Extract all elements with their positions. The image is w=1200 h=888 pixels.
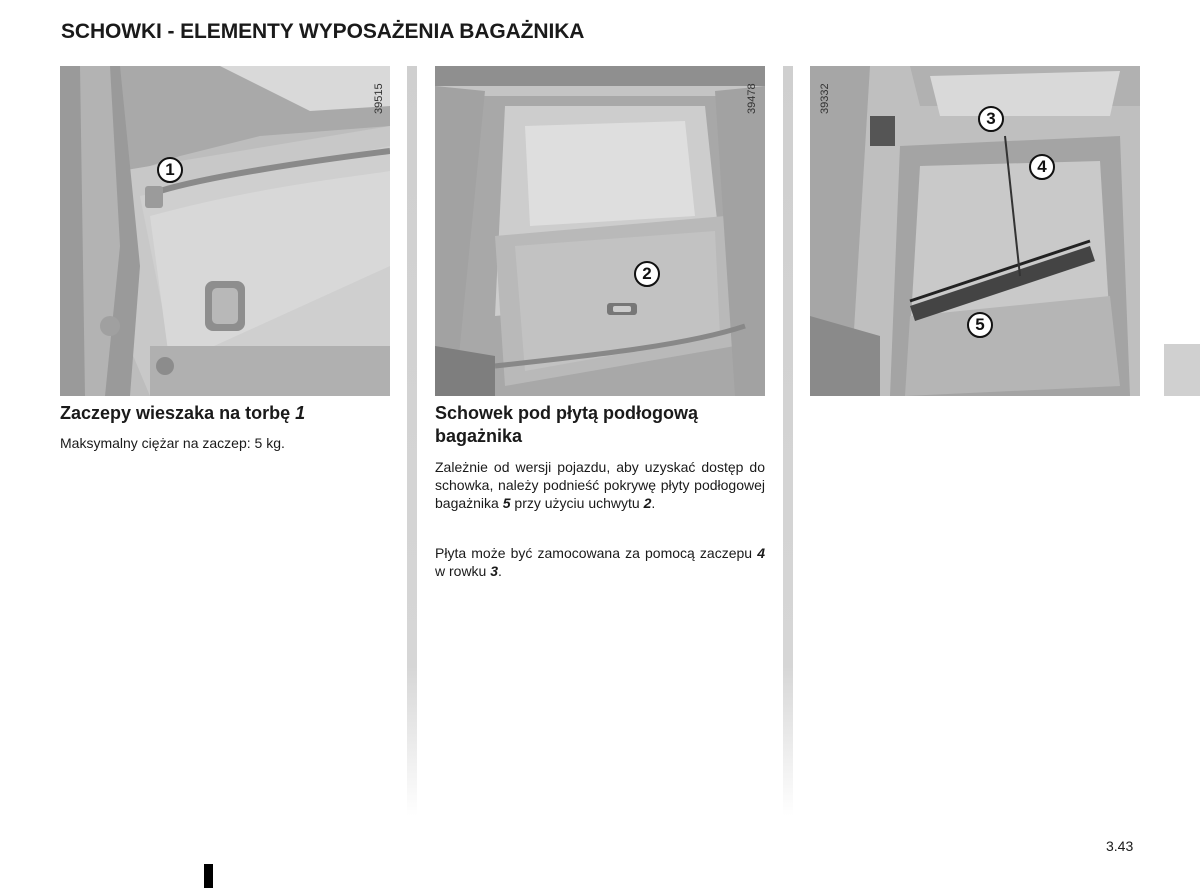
section-title-text: Zaczepy wieszaka na torbę	[60, 403, 291, 423]
text: Płyta może być zamocowana za pomocą zaczepu	[435, 545, 753, 561]
figure-floor-storage	[435, 66, 765, 396]
section-paragraph-1	[435, 458, 765, 512]
chapter-tab	[1164, 344, 1200, 396]
callout-2: 2	[634, 261, 660, 287]
figure-code: 39332	[819, 83, 831, 114]
callout-4: 4	[1029, 154, 1055, 180]
callout-5: 5	[967, 312, 993, 338]
column-divider	[783, 66, 793, 816]
callout-1: 1	[157, 157, 183, 183]
figure-code: 39515	[373, 83, 385, 114]
ref: 4	[757, 545, 765, 561]
text: w rowku	[435, 563, 487, 579]
trunk-side-illustration	[60, 66, 390, 396]
page-title: SCHOWKI - ELEMENTY WYPOSAŻENIA BAGAŻNIKA	[61, 20, 585, 43]
trunk-floor-raised-illustration	[810, 66, 1140, 396]
text: .	[498, 563, 502, 579]
figure-floor-panel	[810, 66, 1140, 396]
ref: 5	[502, 495, 511, 511]
page-number: 3.43	[1106, 838, 1134, 854]
figure-bag-hook	[60, 66, 390, 396]
figure-code: 39478	[746, 83, 758, 114]
section-paragraph-2	[435, 544, 765, 580]
text: .	[651, 495, 656, 511]
section-text: Maksymalny ciężar na zaczep: 5 kg.	[60, 435, 285, 451]
text: Zależnie od wersji pojazdu, aby uzyskać dostęp do schowka, należy podnieść pokrywę płyty podłogowej bagażnika	[435, 459, 765, 511]
section-title-bag-hooks	[60, 402, 390, 425]
text: przy użyciu uchwytu	[514, 495, 640, 511]
callout-3: 3	[978, 106, 1004, 132]
section-title-floor-storage: Schowek pod płytą podłogową bagażnika	[435, 403, 699, 446]
title-reference: 1	[295, 403, 306, 423]
ref: 2	[643, 495, 652, 511]
trunk-open-illustration	[435, 66, 765, 396]
column-divider	[407, 66, 417, 816]
crop-mark	[204, 864, 213, 888]
ref: 3	[490, 563, 499, 579]
